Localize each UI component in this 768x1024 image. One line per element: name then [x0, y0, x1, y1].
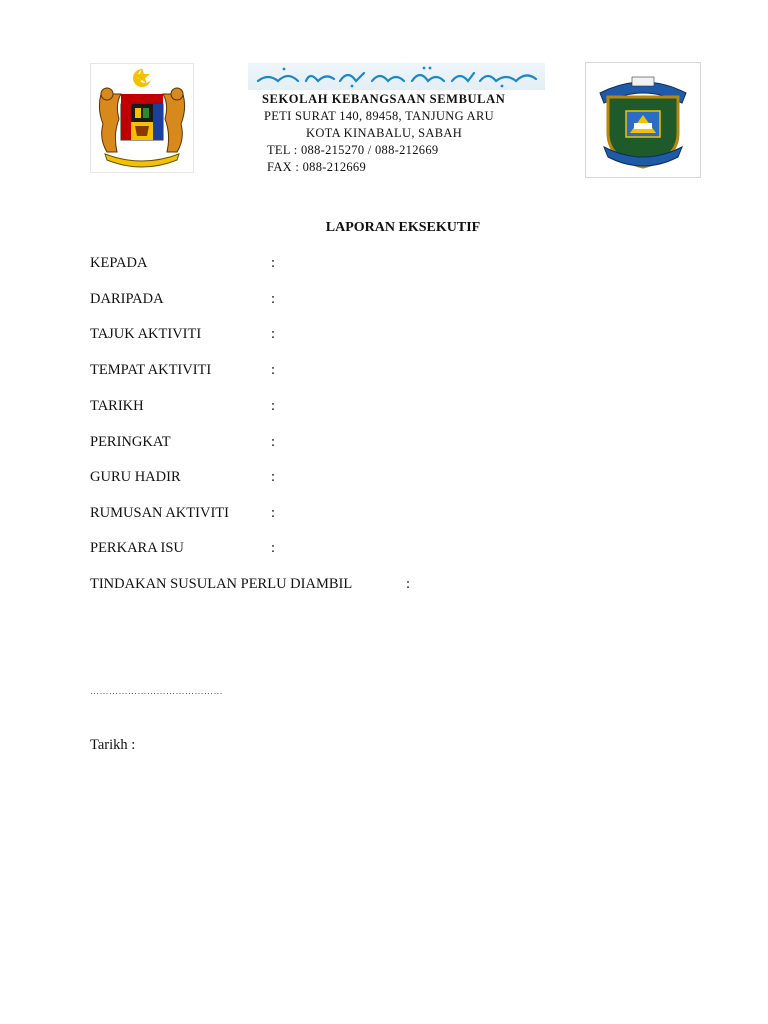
jawi-banner	[248, 63, 545, 90]
field-colon: :	[271, 255, 276, 271]
fax: FAX : 088-212669	[267, 160, 367, 174]
field-colon: :	[271, 505, 276, 521]
coat-of-arms-logo	[90, 63, 194, 173]
school-crest-logo	[585, 62, 701, 178]
field-label: TEMPAT AKTIVITI	[90, 362, 212, 378]
field-label: RUMUSAN AKTIVITI	[90, 505, 229, 521]
field-colon: :	[271, 362, 276, 378]
signature-line: ……………………………………	[90, 686, 223, 696]
field-label: DARIPADA	[90, 291, 164, 307]
school-crest-icon	[586, 63, 700, 177]
field-label: PERKARA ISU	[90, 540, 184, 556]
signature-date-label: Tarikh :	[90, 737, 136, 753]
address-line-2: KOTA KINABALU, SABAH	[306, 126, 463, 140]
report-title: LAPORAN EKSEKUTIF	[325, 220, 481, 235]
field-label: TARIKH	[90, 398, 144, 414]
field-label: TAJUK AKTIVITI	[90, 326, 202, 342]
field-colon: :	[406, 576, 411, 592]
field-label: GURU HADIR	[90, 469, 181, 485]
field-label: KEPADA	[90, 255, 148, 271]
field-colon: :	[271, 326, 276, 342]
field-colon: :	[271, 469, 276, 485]
address-line-1: PETI SURAT 140, 89458, TANJUNG ARU	[264, 109, 494, 123]
field-colon: :	[271, 434, 276, 450]
telephone: TEL : 088-215270 / 088-212669	[267, 143, 439, 157]
coat-of-arms-icon	[91, 64, 193, 172]
field-label: TINDAKAN SUSULAN PERLU DIAMBIL	[90, 576, 353, 592]
field-colon: :	[271, 398, 276, 414]
jawi-calligraphy-icon	[248, 63, 545, 90]
field-colon: :	[271, 291, 276, 307]
school-name: SEKOLAH KEBANGSAAN SEMBULAN	[262, 92, 506, 106]
field-label: PERINGKAT	[90, 434, 171, 450]
field-colon: :	[271, 540, 276, 556]
